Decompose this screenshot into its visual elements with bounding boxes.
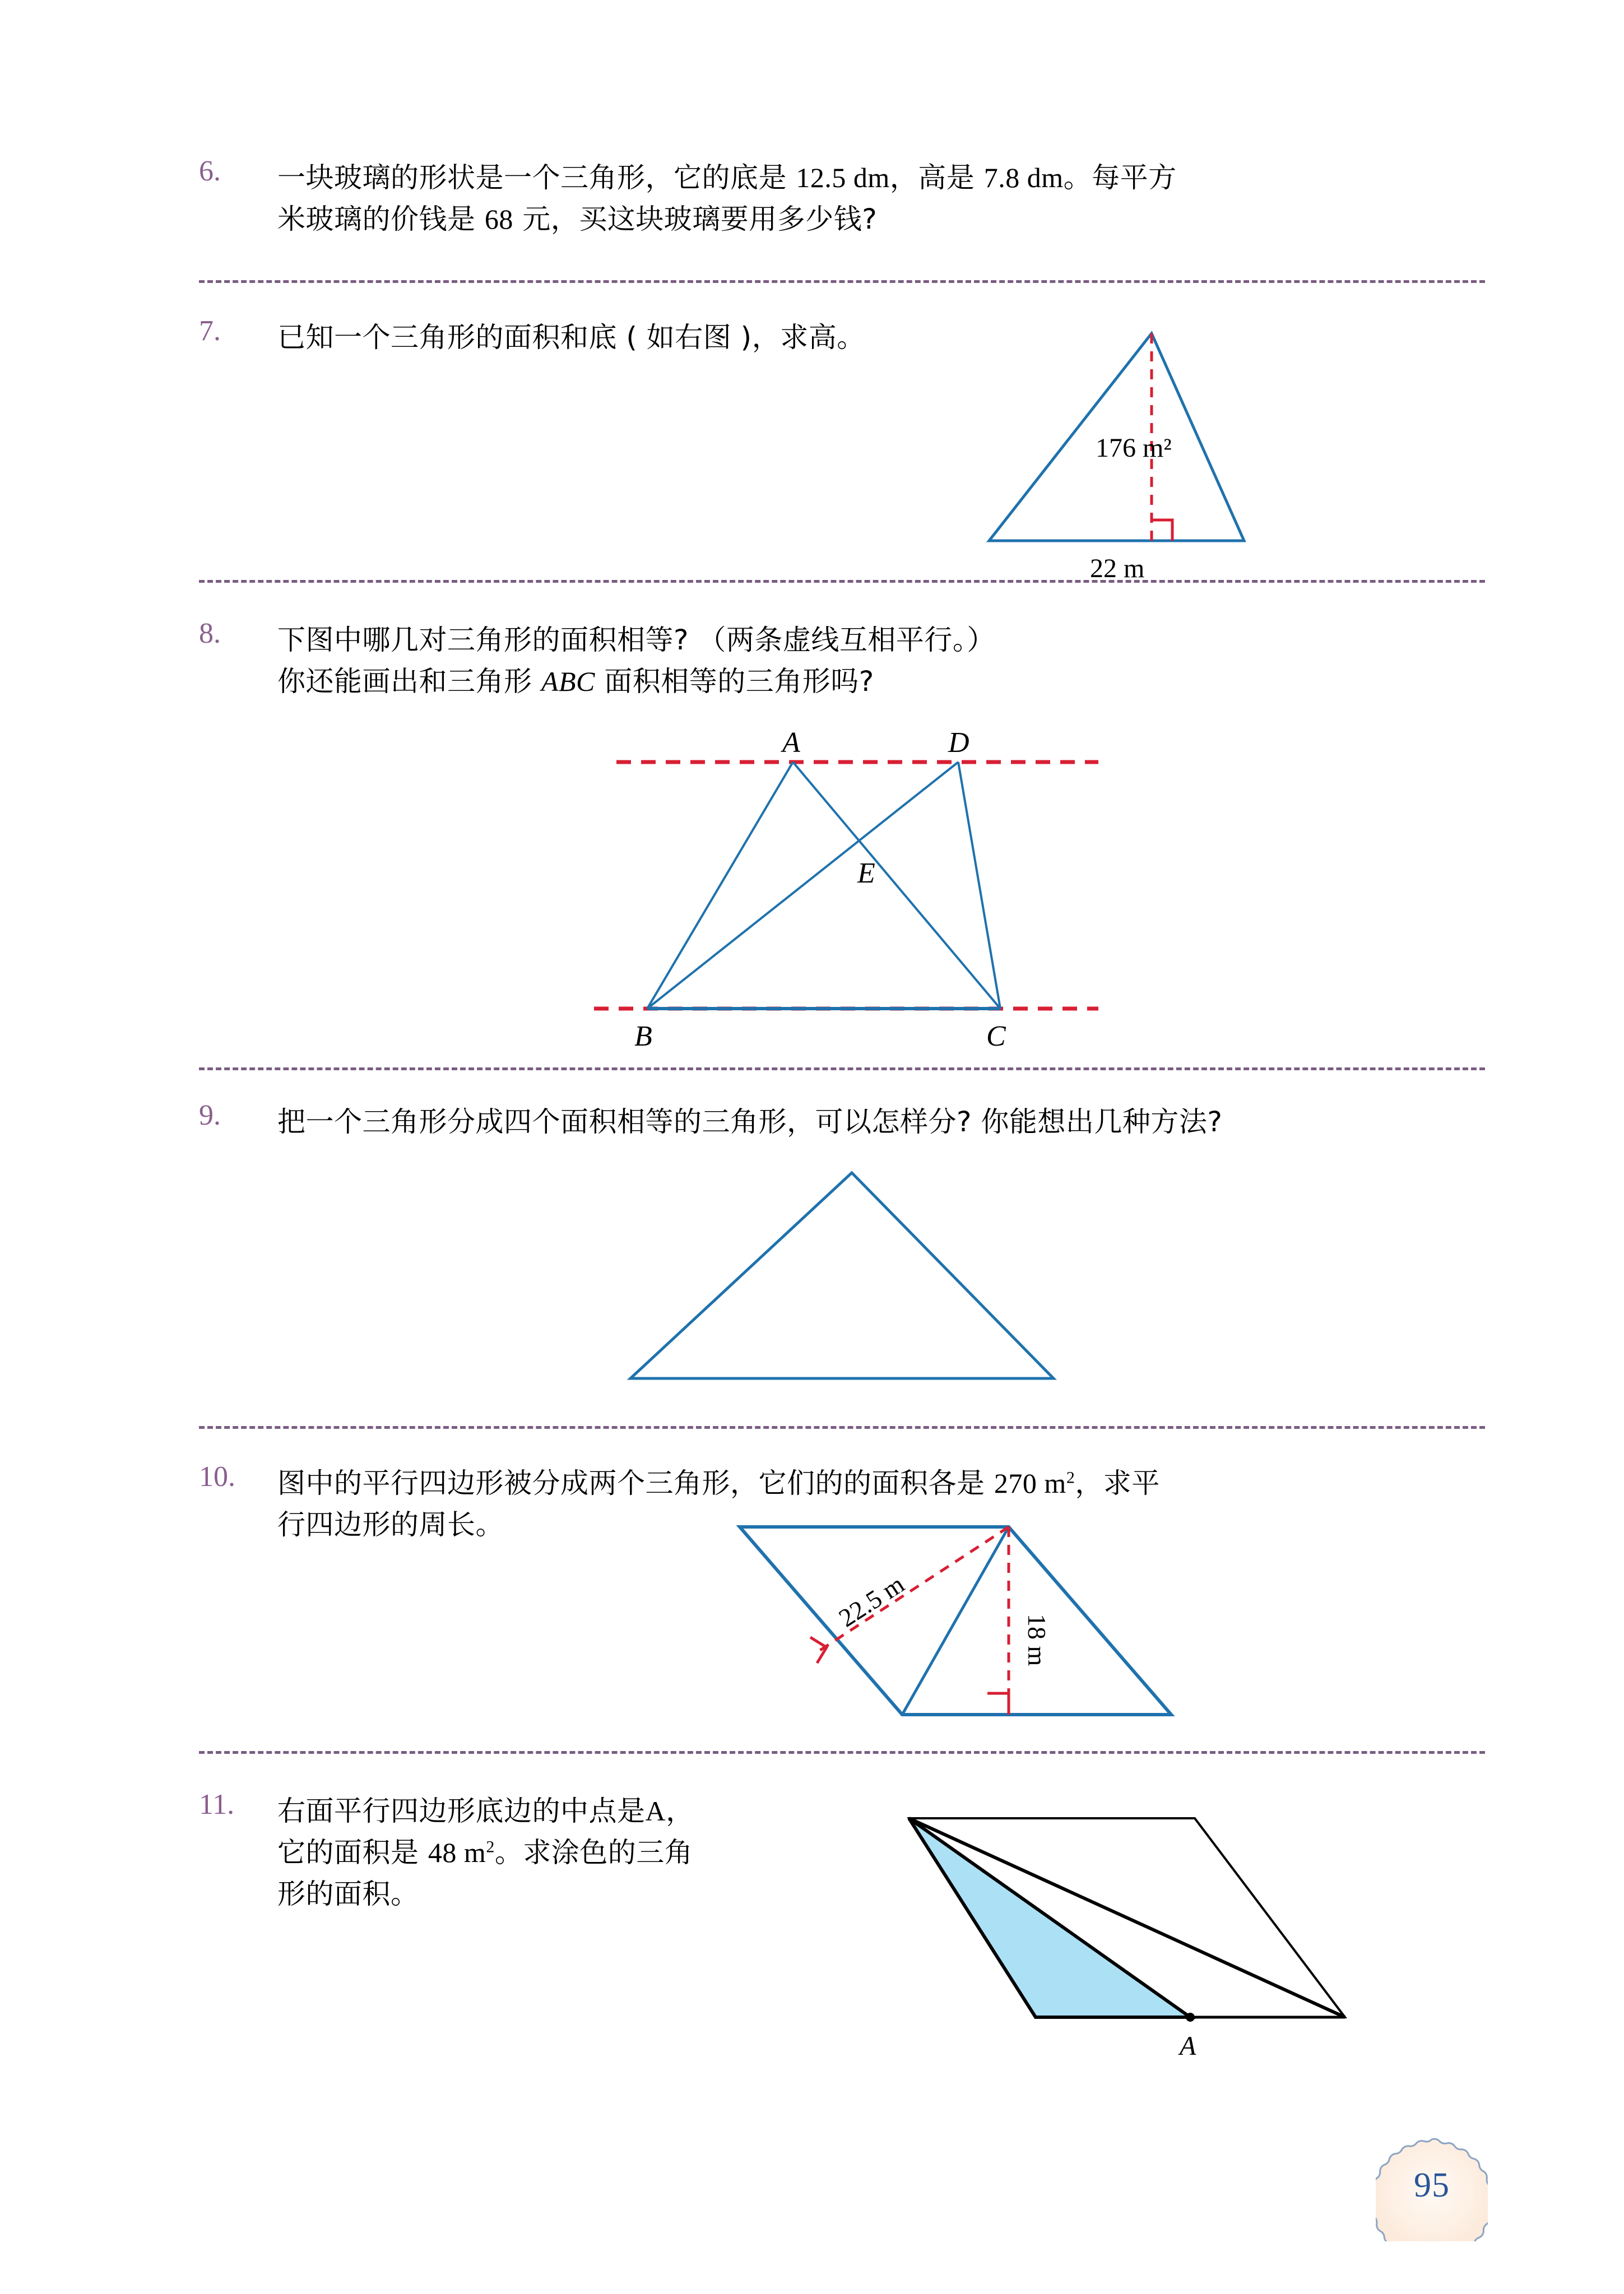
problem-11 (199, 1790, 899, 1915)
slant-right-angle-mark (810, 1637, 827, 1663)
segment-ab (647, 762, 793, 1009)
problem-6-line-1: 一块玻璃的形状是一个三角形，它的底是 12.5 dm，高是 7.8 dm。每平方 (277, 161, 1177, 194)
segment-dc (958, 762, 1000, 1009)
separator-8-9 (199, 1067, 1485, 1070)
page-number-badge (1376, 2129, 1488, 2241)
slant-height-dashed-line (819, 1527, 1009, 1651)
segment-ac (793, 762, 1000, 1009)
problem-7-line-1: 已知一个三角形的面积和底 ( 如右图 )，求高。 (277, 321, 865, 354)
problem-9-text (277, 1101, 1488, 1143)
page-number: 95 (1414, 2166, 1450, 2204)
problem-10-line-2: 行四边形的周长。 (277, 1508, 504, 1541)
separator-6-7 (199, 280, 1485, 283)
vertex-label-c: C (986, 1020, 1006, 1052)
problem-6-text (277, 157, 1488, 240)
separator-10-11 (199, 1751, 1485, 1754)
problem-11-line-3: 形的面积。 (277, 1878, 419, 1910)
problem-9 (199, 1101, 1488, 1143)
vertical-height-label: 18 m (1023, 1614, 1051, 1666)
problem-11-text (277, 1790, 899, 1915)
problem-6 (199, 157, 1488, 240)
problem-6-line-2: 米玻璃的价钱是 68 元，买这块玻璃要用多少钱? (277, 203, 878, 235)
separator-9-10 (199, 1426, 1485, 1429)
problem-9-number: 9. (199, 1099, 221, 1131)
problem-8-line-2: 你还能画出和三角形 ABC 面积相等的三角形吗? (277, 665, 874, 698)
diagonal (902, 1527, 1009, 1715)
problem-9-figure (611, 1163, 1070, 1387)
problem-11-line-1: 右面平行四边形底边的中点是A， (277, 1795, 694, 1827)
problem-10-figure (712, 1513, 1216, 1737)
problem-10-line-1: 图中的平行四边形被分成两个三角形，它们的的面积各是 270 $m^2$，求平 (277, 1467, 1160, 1499)
slant-height-label: 22.5 m (833, 1569, 910, 1633)
problem-11-number: 11. (199, 1789, 235, 1821)
problem-6-number: 6. (199, 155, 221, 187)
vertex-label-e: E (857, 857, 875, 889)
problem-8 (199, 619, 1488, 702)
problem-8-number: 8. (199, 617, 221, 649)
problem-7-figure (953, 314, 1356, 583)
problem-10-number: 10. (199, 1461, 235, 1493)
triangle-outline (630, 1173, 1054, 1378)
vertical-right-angle-mark (987, 1693, 1009, 1715)
problem-8-line-1: 下图中哪几对三角形的面积相等? （两条虚线互相平行。） (277, 624, 995, 656)
problem-11-line-2: 它的面积是 48 $m^2$。求涂色的三角 (277, 1836, 693, 1869)
segment-db (647, 762, 958, 1009)
midpoint-a-dot (1186, 2013, 1195, 2022)
problem-8-text (277, 619, 1488, 702)
separator-7-8 (199, 580, 1485, 583)
vertex-label-d: D (948, 727, 969, 759)
area-label: 176 m² (1096, 433, 1172, 463)
problem-8-figure (594, 727, 1132, 1052)
right-angle-mark (1152, 520, 1172, 541)
problem-11-figure (874, 1801, 1379, 2061)
base-label: 22 m (1090, 554, 1145, 583)
vertex-label-a: A (1180, 2031, 1196, 2061)
problem-9-line-1: 把一个三角形分成四个面积相等的三角形，可以怎样分? 你能想出几种方法? (277, 1106, 1223, 1138)
vertex-label-a: A (782, 727, 800, 759)
problem-7-number: 7. (199, 315, 221, 347)
vertex-label-b: B (634, 1020, 652, 1052)
